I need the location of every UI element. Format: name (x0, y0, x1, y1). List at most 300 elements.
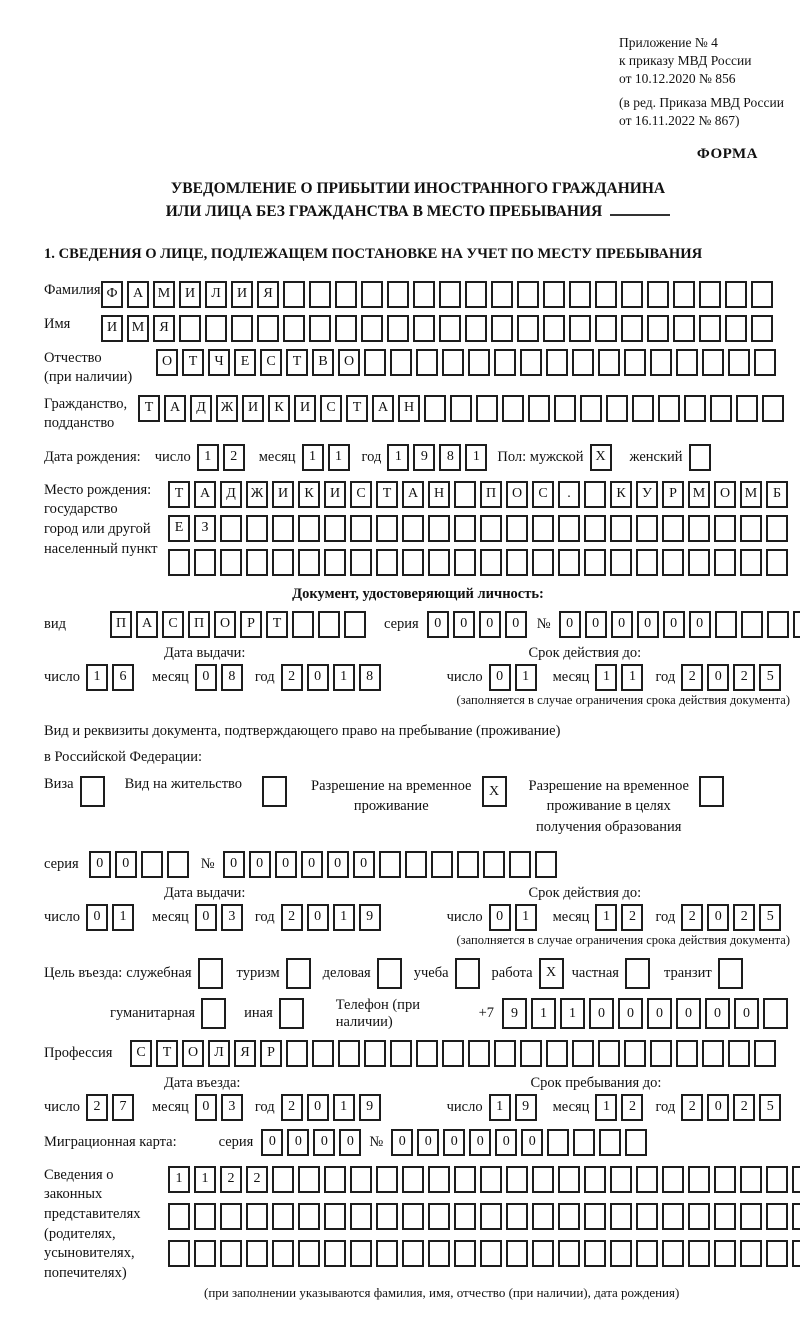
char-box[interactable] (506, 515, 528, 542)
doc-type-field[interactable] (110, 611, 370, 638)
char-box[interactable] (714, 1203, 736, 1230)
char-box[interactable] (431, 851, 453, 878)
char-box[interactable]: 2 (733, 1094, 755, 1121)
char-box[interactable]: О (338, 349, 360, 376)
char-box[interactable]: Б (766, 481, 788, 508)
char-box[interactable]: Р (662, 481, 684, 508)
char-box[interactable]: 0 (707, 664, 729, 691)
char-box[interactable] (517, 315, 539, 342)
char-box[interactable]: 1 (328, 444, 350, 471)
char-box[interactable]: Т (138, 395, 160, 422)
char-box[interactable] (650, 349, 672, 376)
char-box[interactable]: И (324, 481, 346, 508)
char-box[interactable] (465, 281, 487, 308)
char-box[interactable]: 2 (281, 1094, 303, 1121)
char-box[interactable] (483, 851, 505, 878)
doc-issue-day-field[interactable] (86, 664, 138, 691)
char-box[interactable] (506, 1166, 528, 1193)
doc-valid-day-field[interactable] (489, 664, 541, 691)
char-box[interactable]: 0 (301, 851, 323, 878)
char-box[interactable]: 2 (621, 1094, 643, 1121)
char-box[interactable] (520, 1040, 542, 1067)
char-box[interactable]: П (110, 611, 132, 638)
char-box[interactable]: 1 (595, 664, 617, 691)
char-box[interactable]: 0 (195, 1094, 217, 1121)
char-box[interactable] (658, 395, 680, 422)
char-box[interactable] (324, 549, 346, 576)
char-box[interactable]: 0 (489, 904, 511, 931)
char-box[interactable] (350, 1166, 372, 1193)
char-box[interactable] (736, 395, 758, 422)
char-box[interactable] (390, 1040, 412, 1067)
purpose-transit-checkbox[interactable] (718, 958, 747, 989)
char-box[interactable] (450, 395, 472, 422)
char-box[interactable] (754, 349, 776, 376)
char-box[interactable] (740, 549, 762, 576)
char-box[interactable] (298, 515, 320, 542)
char-box[interactable] (205, 315, 227, 342)
char-box[interactable] (558, 515, 580, 542)
purpose-private-checkbox[interactable] (625, 958, 654, 989)
char-box[interactable]: 0 (521, 1129, 543, 1156)
char-box[interactable] (595, 281, 617, 308)
char-box[interactable] (547, 1129, 569, 1156)
char-box[interactable]: 2 (220, 1166, 242, 1193)
char-box[interactable] (532, 549, 554, 576)
temp-residence-edu-checkbox[interactable] (699, 776, 728, 807)
char-box[interactable] (454, 515, 476, 542)
char-box[interactable]: Т (266, 611, 288, 638)
sex-male-checkbox[interactable] (590, 444, 616, 471)
char-box[interactable]: 0 (676, 998, 701, 1029)
char-box[interactable]: 0 (339, 1129, 361, 1156)
char-box[interactable]: В (312, 349, 334, 376)
char-box[interactable]: С (162, 611, 184, 638)
purpose-humanitarian-checkbox[interactable] (201, 998, 230, 1029)
char-box[interactable]: 9 (502, 998, 527, 1029)
char-box[interactable] (442, 1040, 464, 1067)
char-box[interactable] (364, 349, 386, 376)
birthplace-row1-field[interactable] (168, 481, 792, 508)
char-box[interactable] (558, 1240, 580, 1267)
char-box[interactable] (312, 1040, 334, 1067)
char-box[interactable] (625, 958, 650, 989)
mig-series-field[interactable] (261, 1129, 365, 1156)
char-box[interactable] (324, 1203, 346, 1230)
char-box[interactable] (246, 515, 268, 542)
char-box[interactable]: М (688, 481, 710, 508)
char-box[interactable] (428, 1203, 450, 1230)
char-box[interactable] (610, 1203, 632, 1230)
char-box[interactable] (662, 1203, 684, 1230)
char-box[interactable] (636, 1203, 658, 1230)
char-box[interactable]: 0 (223, 851, 245, 878)
char-box[interactable] (740, 1203, 762, 1230)
char-box[interactable] (220, 549, 242, 576)
char-box[interactable] (309, 315, 331, 342)
char-box[interactable] (220, 1240, 242, 1267)
birth-day-field[interactable] (197, 444, 249, 471)
char-box[interactable]: 7 (112, 1094, 134, 1121)
birthplace-row3-field[interactable] (168, 549, 792, 576)
char-box[interactable] (636, 549, 658, 576)
char-box[interactable]: 1 (197, 444, 219, 471)
char-box[interactable] (246, 1203, 268, 1230)
char-box[interactable]: 9 (359, 1094, 381, 1121)
char-box[interactable] (201, 998, 226, 1029)
char-box[interactable] (262, 776, 287, 807)
mig-number-field[interactable] (391, 1129, 651, 1156)
char-box[interactable]: 2 (281, 664, 303, 691)
char-box[interactable]: 0 (417, 1129, 439, 1156)
purpose-work-checkbox[interactable] (539, 958, 568, 989)
char-box[interactable] (741, 611, 763, 638)
char-box[interactable] (376, 1240, 398, 1267)
char-box[interactable] (361, 315, 383, 342)
char-box[interactable] (439, 315, 461, 342)
char-box[interactable]: 0 (495, 1129, 517, 1156)
char-box[interactable]: 5 (759, 664, 781, 691)
char-box[interactable] (454, 1240, 476, 1267)
char-box[interactable] (480, 549, 502, 576)
char-box[interactable]: 3 (221, 904, 243, 931)
char-box[interactable]: 2 (223, 444, 245, 471)
char-box[interactable] (283, 281, 305, 308)
char-box[interactable] (543, 281, 565, 308)
char-box[interactable]: И (179, 281, 201, 308)
char-box[interactable] (725, 281, 747, 308)
char-box[interactable]: Я (153, 315, 175, 342)
char-box[interactable]: 0 (313, 1129, 335, 1156)
permit-series-field[interactable] (89, 851, 193, 878)
char-box[interactable]: 5 (759, 904, 781, 931)
char-box[interactable]: Л (208, 1040, 230, 1067)
char-box[interactable]: Т (346, 395, 368, 422)
char-box[interactable]: С (532, 481, 554, 508)
char-box[interactable] (272, 1240, 294, 1267)
char-box[interactable] (624, 1040, 646, 1067)
char-box[interactable] (662, 1240, 684, 1267)
char-box[interactable]: 1 (194, 1166, 216, 1193)
char-box[interactable] (763, 998, 788, 1029)
char-box[interactable] (454, 1166, 476, 1193)
char-box[interactable]: А (136, 611, 158, 638)
char-box[interactable]: И (294, 395, 316, 422)
permit-valid-year-field[interactable] (681, 904, 785, 931)
permit-number-field[interactable] (223, 851, 561, 878)
char-box[interactable] (673, 281, 695, 308)
char-box[interactable] (569, 315, 591, 342)
permit-issue-month-field[interactable] (195, 904, 247, 931)
char-box[interactable] (584, 1240, 606, 1267)
char-box[interactable] (793, 611, 800, 638)
purpose-other-checkbox[interactable] (279, 998, 308, 1029)
entry-day-field[interactable] (86, 1094, 138, 1121)
char-box[interactable] (335, 315, 357, 342)
char-box[interactable]: 0 (115, 851, 137, 878)
char-box[interactable] (595, 315, 617, 342)
char-box[interactable]: 0 (469, 1129, 491, 1156)
char-box[interactable]: Т (182, 349, 204, 376)
purpose-study-checkbox[interactable] (455, 958, 484, 989)
char-box[interactable] (324, 1240, 346, 1267)
char-box[interactable]: 1 (560, 998, 585, 1029)
char-box[interactable] (584, 1166, 606, 1193)
char-box[interactable]: 1 (112, 904, 134, 931)
char-box[interactable] (454, 481, 476, 508)
char-box[interactable] (699, 315, 721, 342)
char-box[interactable] (494, 349, 516, 376)
char-box[interactable]: 0 (307, 664, 329, 691)
char-box[interactable] (402, 1166, 424, 1193)
char-box[interactable] (714, 515, 736, 542)
doc-issue-year-field[interactable] (281, 664, 385, 691)
char-box[interactable] (424, 395, 446, 422)
char-box[interactable]: 1 (489, 1094, 511, 1121)
char-box[interactable] (272, 1203, 294, 1230)
char-box[interactable] (494, 1040, 516, 1067)
char-box[interactable] (572, 1040, 594, 1067)
char-box[interactable]: У (636, 481, 658, 508)
surname-field[interactable] (101, 281, 777, 308)
char-box[interactable] (141, 851, 163, 878)
char-box[interactable] (532, 515, 554, 542)
char-box[interactable]: 6 (112, 664, 134, 691)
char-box[interactable]: 1 (333, 664, 355, 691)
char-box[interactable]: 0 (249, 851, 271, 878)
char-box[interactable] (502, 395, 524, 422)
doc-number-field[interactable] (559, 611, 800, 638)
char-box[interactable]: О (156, 349, 178, 376)
char-box[interactable] (606, 395, 628, 422)
char-box[interactable]: 0 (618, 998, 643, 1029)
representatives-row3-field[interactable] (168, 1240, 800, 1267)
char-box[interactable]: Т (168, 481, 190, 508)
char-box[interactable]: 1 (515, 904, 537, 931)
char-box[interactable]: 0 (663, 611, 685, 638)
char-box[interactable] (573, 1129, 595, 1156)
char-box[interactable] (279, 998, 304, 1029)
char-box[interactable]: 0 (86, 904, 108, 931)
char-box[interactable]: А (402, 481, 424, 508)
char-box[interactable] (632, 395, 654, 422)
char-box[interactable]: Т (286, 349, 308, 376)
char-box[interactable]: 1 (168, 1166, 190, 1193)
entry-month-field[interactable] (195, 1094, 247, 1121)
char-box[interactable]: 9 (515, 1094, 537, 1121)
char-box[interactable] (476, 395, 498, 422)
char-box[interactable] (598, 1040, 620, 1067)
char-box[interactable]: 0 (637, 611, 659, 638)
char-box[interactable] (468, 349, 490, 376)
char-box[interactable]: 0 (427, 611, 449, 638)
visa-checkbox[interactable] (80, 776, 109, 807)
residence-permit-checkbox[interactable] (262, 776, 291, 807)
char-box[interactable] (554, 395, 576, 422)
char-box[interactable] (439, 281, 461, 308)
char-box[interactable] (740, 1166, 762, 1193)
char-box[interactable] (286, 958, 311, 989)
char-box[interactable]: 0 (479, 611, 501, 638)
char-box[interactable] (610, 1166, 632, 1193)
char-box[interactable] (272, 1166, 294, 1193)
birthplace-row2-field[interactable] (168, 515, 792, 542)
char-box[interactable]: О (506, 481, 528, 508)
char-box[interactable] (598, 349, 620, 376)
char-box[interactable] (309, 281, 331, 308)
stay-month-field[interactable] (595, 1094, 647, 1121)
char-box[interactable] (491, 315, 513, 342)
stay-day-field[interactable] (489, 1094, 541, 1121)
char-box[interactable]: 2 (86, 1094, 108, 1121)
char-box[interactable] (599, 1129, 621, 1156)
char-box[interactable] (792, 1166, 800, 1193)
char-box[interactable]: . (558, 481, 580, 508)
char-box[interactable] (168, 549, 190, 576)
char-box[interactable]: 2 (733, 904, 755, 931)
char-box[interactable] (636, 1166, 658, 1193)
char-box[interactable] (350, 515, 372, 542)
char-box[interactable] (376, 1203, 398, 1230)
char-box[interactable]: А (127, 281, 149, 308)
char-box[interactable]: 5 (759, 1094, 781, 1121)
char-box[interactable] (468, 1040, 490, 1067)
char-box[interactable] (751, 281, 773, 308)
char-box[interactable]: 2 (733, 664, 755, 691)
char-box[interactable] (402, 549, 424, 576)
char-box[interactable] (405, 851, 427, 878)
char-box[interactable] (168, 1203, 190, 1230)
char-box[interactable] (413, 315, 435, 342)
char-box[interactable] (767, 611, 789, 638)
char-box[interactable] (272, 515, 294, 542)
char-box[interactable] (715, 611, 737, 638)
char-box[interactable]: 0 (489, 664, 511, 691)
char-box[interactable] (413, 281, 435, 308)
char-box[interactable]: К (298, 481, 320, 508)
char-box[interactable]: З (194, 515, 216, 542)
char-box[interactable] (699, 281, 721, 308)
char-box[interactable] (714, 1166, 736, 1193)
char-box[interactable]: 0 (559, 611, 581, 638)
char-box[interactable] (532, 1166, 554, 1193)
char-box[interactable]: 0 (707, 1094, 729, 1121)
char-box[interactable] (506, 549, 528, 576)
char-box[interactable] (636, 515, 658, 542)
char-box[interactable]: 1 (333, 904, 355, 931)
entry-year-field[interactable] (281, 1094, 385, 1121)
char-box[interactable]: 1 (465, 444, 487, 471)
char-box[interactable] (636, 1240, 658, 1267)
char-box[interactable] (350, 549, 372, 576)
char-box[interactable]: И (231, 281, 253, 308)
char-box[interactable]: С (260, 349, 282, 376)
char-box[interactable] (509, 851, 531, 878)
char-box[interactable]: 0 (505, 611, 527, 638)
char-box[interactable]: X (590, 444, 612, 471)
char-box[interactable]: Н (398, 395, 420, 422)
char-box[interactable] (298, 1240, 320, 1267)
char-box[interactable]: 0 (647, 998, 672, 1029)
char-box[interactable]: Д (190, 395, 212, 422)
birth-month-field[interactable] (302, 444, 354, 471)
char-box[interactable] (298, 549, 320, 576)
char-box[interactable] (688, 549, 710, 576)
purpose-tourism-checkbox[interactable] (286, 958, 315, 989)
char-box[interactable] (457, 851, 479, 878)
permit-valid-day-field[interactable] (489, 904, 541, 931)
char-box[interactable] (714, 1240, 736, 1267)
char-box[interactable] (318, 611, 340, 638)
char-box[interactable] (246, 549, 268, 576)
char-box[interactable] (528, 395, 550, 422)
char-box[interactable] (688, 1203, 710, 1230)
char-box[interactable] (650, 1040, 672, 1067)
char-box[interactable] (718, 958, 743, 989)
char-box[interactable] (688, 1240, 710, 1267)
char-box[interactable] (725, 315, 747, 342)
char-box[interactable]: 0 (585, 611, 607, 638)
char-box[interactable] (792, 1203, 800, 1230)
char-box[interactable]: 8 (359, 664, 381, 691)
char-box[interactable] (286, 1040, 308, 1067)
char-box[interactable]: 0 (261, 1129, 283, 1156)
char-box[interactable] (610, 515, 632, 542)
char-box[interactable]: 0 (353, 851, 375, 878)
char-box[interactable] (762, 395, 784, 422)
birth-year-field[interactable] (387, 444, 491, 471)
char-box[interactable]: Р (260, 1040, 282, 1067)
doc-issue-month-field[interactable] (195, 664, 247, 691)
char-box[interactable]: П (480, 481, 502, 508)
char-box[interactable] (766, 515, 788, 542)
char-box[interactable]: 0 (195, 904, 217, 931)
char-box[interactable] (676, 1040, 698, 1067)
char-box[interactable] (728, 349, 750, 376)
char-box[interactable]: 0 (734, 998, 759, 1029)
char-box[interactable]: 1 (333, 1094, 355, 1121)
char-box[interactable] (350, 1203, 372, 1230)
char-box[interactable] (387, 281, 409, 308)
char-box[interactable]: 9 (413, 444, 435, 471)
char-box[interactable] (584, 549, 606, 576)
purpose-business-checkbox[interactable] (377, 958, 406, 989)
char-box[interactable] (361, 281, 383, 308)
permit-issue-year-field[interactable] (281, 904, 385, 931)
char-box[interactable]: 8 (221, 664, 243, 691)
char-box[interactable] (376, 515, 398, 542)
char-box[interactable] (350, 1240, 372, 1267)
char-box[interactable]: Е (168, 515, 190, 542)
char-box[interactable]: 1 (515, 664, 537, 691)
char-box[interactable]: 0 (89, 851, 111, 878)
char-box[interactable] (402, 1203, 424, 1230)
char-box[interactable] (335, 281, 357, 308)
profession-field[interactable] (130, 1040, 780, 1067)
char-box[interactable] (532, 1240, 554, 1267)
char-box[interactable] (754, 1040, 776, 1067)
char-box[interactable]: 9 (359, 904, 381, 931)
char-box[interactable]: Ф (101, 281, 123, 308)
char-box[interactable] (298, 1203, 320, 1230)
char-box[interactable] (621, 315, 643, 342)
char-box[interactable]: X (482, 776, 507, 807)
char-box[interactable] (673, 315, 695, 342)
char-box[interactable]: X (539, 958, 564, 989)
phone-field[interactable] (502, 998, 792, 1029)
char-box[interactable]: И (101, 315, 123, 342)
name-field[interactable] (101, 315, 777, 342)
